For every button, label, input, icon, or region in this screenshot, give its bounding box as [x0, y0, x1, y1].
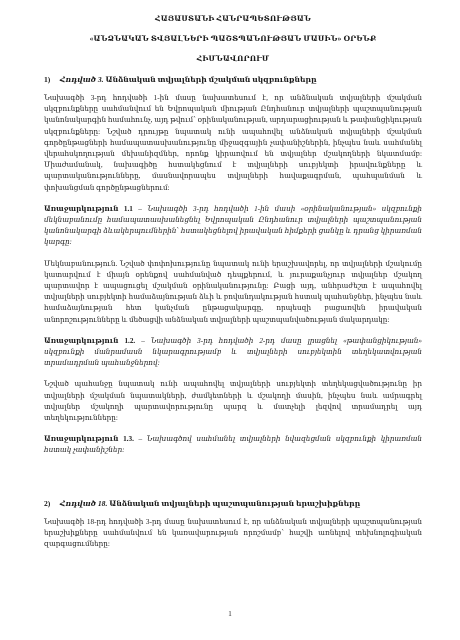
page-number: 1	[228, 610, 232, 618]
section-2-title-text: Անձնական տվյալների պաշտպանության երաշխիքները	[109, 498, 361, 508]
section-1-title-text: Անձնական տվյալների մշակման սկզբունքները	[105, 75, 317, 84]
section-1-number: 1)	[44, 75, 51, 84]
header-line-1: ՀԱՅԱՍՏԱՆԻ ՀԱՆՐԱՊԵՏՈՒԹՅԱՆ	[155, 14, 311, 23]
proposal-1-3-text: – Նախագծով սահմանել տվյալների նվազեցման սկզբունքի կիրառման հստակ չափանիշներ:	[44, 435, 422, 455]
paragraph-proposal-1-3	[44, 434, 422, 456]
proposal-1-2-label: Առաջարկություն 1.2.	[44, 336, 136, 345]
paragraph-commentary: Մեկնաբանություն. Նշված փոփոխությունը նպատակ ունի երաշխավորել, որ տվյալների մշակումը կատարվում է միայն օրենքով սահմանված դեպքերում, և յուրաքանչյուր տվյալներ մշակող պարտավոր է ապացուցել մշակման օրինականությունը: Բացի այդ, անհրաժեշտ է ապահովել տվյալների սուբյեկտի համաձայնության ձևի և բովանդակության հստակ պահանջներ, ինչպես նաև համաձայնության հետ կանչման ընթացակարգը, որպեսզի բացառվեն իրավական անորոշությունները և մեծացվի անձնական տվյալների պաշտպանվածության մակարդակը:	[44, 259, 422, 324]
proposal-1-3-label: Առաջարկություն 1.3.	[44, 435, 134, 444]
paragraph-s2-intro: Նախագծի 18-րդ հոդվածի 3-րդ մասը նախատեսում է, որ անձնական տվյալների պաշտպանության երաշխիքները սահմանվում են կառավարության որոշմամբ՝ հաշվի առնելով տեխնոլոգիական զարգացումները:	[44, 517, 422, 549]
section-2-title-lead: Հոդված 18.	[59, 498, 108, 508]
section-2-number: 2)	[44, 498, 51, 508]
proposal-1-2-text: – Նախագծի 3-րդ հոդվածի 2-րդ մասը լրացնել «թափանցիկության» սկզբունքի մանրամասն նկարագրությամբ և տվյալների սուբյեկտին տեղեկատվության տրամադրման պահանջներով:	[44, 336, 422, 368]
section-spacer	[44, 467, 422, 487]
section-2-title	[44, 499, 422, 508]
paragraph-proposal-1-2	[44, 336, 422, 370]
paragraph-s1-detail: Նշված պահանջը նպատակ ունի ապահովել տվյալների սուբյեկտի տեղեկացվածությունը իր տվյալների մշակման նպատակների, ժամկետների և մշակողի մասին, ինչպես նաև ամրագրել տվյալներ մշակողի պարտավորությունը պարզ և մատչելի լեզվով տրամադրել այդ տեղեկությունները:	[44, 380, 422, 423]
paragraph-s1-intro: Նախագծի 3-րդ հոդվածի 1-ին մասը նախատեսում է, որ անձնական տվյալների մշակման սկզբունքները սահմանվում են Եվրոպական միության Ընդհանուր տվյալների պաշտպանության կանոնակարգին համահունչ, այդ թվում՝ օրինականության, արդարացիության և թափանցիկության սկզբունքները: Նշված դրույթը նպատակ ունի ապահովել անձնական տվյալների մշակման գործընթացների համապատասխանությունը միջազգային չափանիշներին, ինչպես նաև սահմանել վերահսկողության մեխանիզմներ, որոնք կիրառվում են տվյալներ մշակողների նկատմամբ: Միաժամանակ, նախագիծը հստակեցնում է տվյալների սուբյեկտի իրավունքները և պարտականությունները, մասնավորապես տվյալների հավաքագրման, պահպանման և փոխանցման գործընթացներում:	[44, 94, 422, 192]
header-line-2: «ԱՆՁՆԱԿԱՆ ՏՎՅԱԼՆԵՐԻ ՊԱՇՏՊԱՆՈՒԹՅԱՆ ՄԱՍԻՆ» ՕՐԵՆՔ	[89, 34, 377, 43]
section-1-title-lead: Հոդված 3.	[59, 75, 104, 84]
proposal-1-1-text: – Նախագծի 3-րդ հոդվածի 1-ին մասի «օրինականության» սկզբունքի մեկնաբանումը համապատասխանեցնել Եվրոպական Ընդհանուր տվյալների պաշտպանության կանոնակարգի ձևակերպումներին՝ հստակեցնելով իրավական հիմքերի ցանկը և դրանց կիրառման կարգը:	[44, 204, 422, 247]
paragraph-proposal-1-1	[44, 204, 422, 249]
proposal-1-1-label: Առաջարկություն 1.1	[44, 204, 133, 213]
header-line-3: ՀԻՄՆԱՎՈՐՈՒՄ	[196, 54, 270, 63]
section-1-title	[44, 75, 422, 84]
